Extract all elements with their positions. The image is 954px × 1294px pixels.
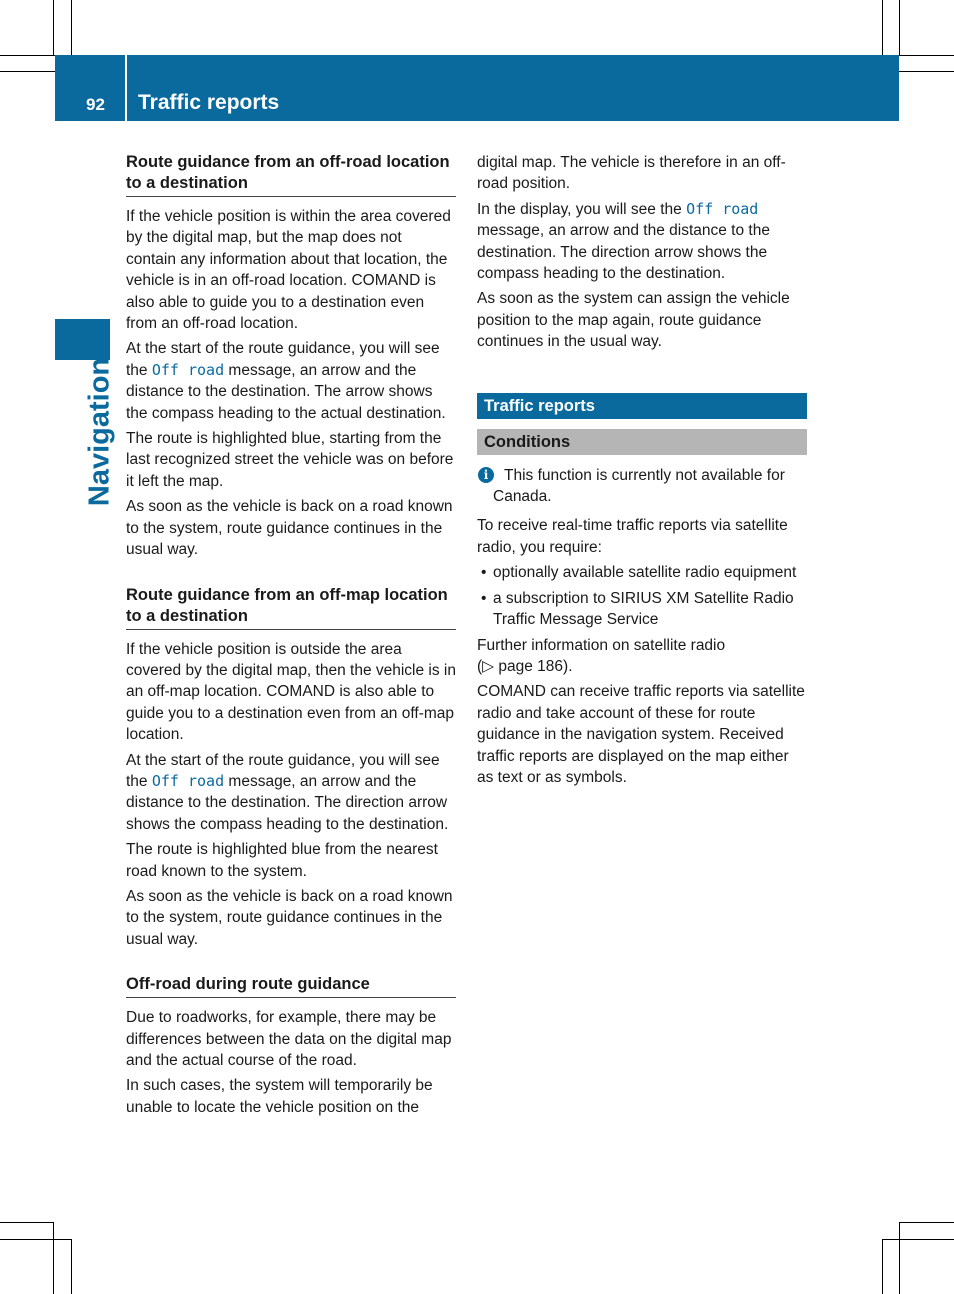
crop-mark [882, 0, 883, 56]
paragraph: To receive real-time traffic reports via satellite radio, you require: [477, 517, 788, 556]
header-divider [125, 55, 127, 121]
paragraph: The route is highlighted blue from the nearest road known to the system. [126, 841, 438, 880]
paragraph: In the display, you will see the Off road message, an arrow and the distance to the destination. The direction arrow shows the compass heading to the destination. [477, 199, 770, 283]
paragraph: COMAND can receive traffic reports via satellite radio and take account of these for route guidance in the navigation system. Received traffic reports are displayed on the map either as text or as symbols. [477, 683, 805, 786]
bullet-icon: • [481, 564, 487, 582]
section-heading: Off-road during route guidance [126, 974, 456, 998]
crop-mark [0, 71, 56, 72]
paragraph: The route is highlighted blue, starting from the last recognized street the vehicle was on before it left the map. [126, 430, 454, 490]
display-message: Off road [686, 199, 759, 218]
crop-mark [899, 0, 900, 56]
section-band-traffic-reports: Traffic reports [477, 393, 807, 419]
paragraph: As soon as the vehicle is back on a road known to the system, route guidance continues in the usual way. [126, 498, 453, 559]
crop-mark [53, 1222, 54, 1294]
crop-mark [899, 71, 954, 72]
paragraph: If the vehicle position is outside the area covered by the digital map, then the vehicle is in an off-map location. COMAND is also able to guide you to a destination even from an off-map location. [126, 640, 456, 744]
crop-mark [0, 1222, 54, 1223]
crop-mark [0, 55, 56, 56]
section-heading: Route guidance from an off-map location to a destination [126, 585, 456, 630]
paragraph: At the start of the route guidance, you will see the Off road message, an arrow and the distance to the destination. The direction arrow shows the compass heading to the destination. [126, 751, 449, 833]
crop-mark [899, 1222, 900, 1294]
page-number: 92 [86, 95, 105, 114]
paragraph: Further information on satellite radio (▷ page 186). [477, 636, 726, 675]
requirements-list [477, 562, 807, 630]
paragraph: If the vehicle position is within the area covered by the digital map, but the map does not contain any information about that location, the vehicle is in an off-road location. COMAND is also able to guide you to a destination even from an off-road location. [126, 208, 451, 333]
section-band-conditions: Conditions [477, 429, 807, 455]
paragraph: As soon as the system can assign the vehicle position to the map again, route guidance continues in the usual way. [477, 290, 790, 351]
paragraph: Due to roadworks, for example, there may be differences between the data on the digital map and the actual course of the road. [126, 1009, 452, 1069]
list-item: • optionally available satellite radio equipment [477, 562, 807, 583]
paragraph: digital map. The vehicle is therefore in an off-road position. [477, 154, 786, 193]
chapter-label: Navigation [83, 357, 116, 507]
crop-mark [899, 55, 954, 56]
crop-mark [899, 1222, 954, 1223]
display-message: Off road [151, 771, 225, 790]
paragraph: In such cases, the system will temporarily be unable to locate the vehicle position on the [126, 1077, 433, 1116]
display-message: Off road [151, 360, 225, 379]
page-reference: (▷ page 186). [477, 657, 573, 675]
info-text: This function is currently not available for Canada. [493, 466, 785, 506]
side-tab [55, 319, 110, 360]
right-column [477, 152, 807, 792]
info-icon: i [478, 467, 494, 483]
section-heading: Route guidance from an off-road location to a destination [126, 152, 456, 197]
crop-mark [882, 1239, 954, 1240]
crop-mark [882, 1239, 883, 1294]
paragraph: As soon as the vehicle is back on a road known to the system, route guidance continues in the usual way. [126, 887, 453, 948]
bullet-icon: • [481, 589, 487, 607]
list-item: • a subscription to SIRIUS XM Satellite Radio Traffic Message Service [481, 589, 794, 629]
left-column [126, 152, 456, 1122]
crop-mark [0, 1239, 72, 1240]
page-title: Traffic reports [138, 91, 280, 114]
crop-mark [71, 0, 72, 56]
info-note [477, 465, 807, 508]
crop-mark [53, 0, 54, 56]
crop-mark [71, 1239, 72, 1294]
paragraph: At the start of the route guidance, you will see the Off road message, an arrow and the distance to the destination. The arrow shows the compass heading to the actual destination. [126, 340, 446, 422]
